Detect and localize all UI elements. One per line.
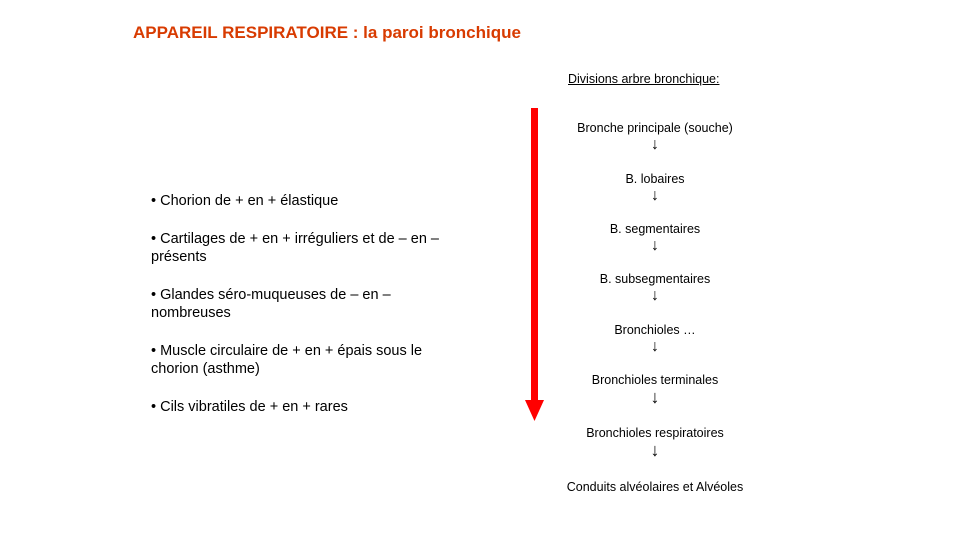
down-arrow-icon: ↓ [651, 338, 659, 355]
bullet-item: • Glandes séro-muqueuses de – en – nombreuses [151, 287, 391, 321]
division-item: Bronchioles terminales [591, 373, 719, 387]
down-arrow-icon: ↓ [651, 237, 659, 254]
bullet-item: • Cartilages de + en + irréguliers et de – en – présents [151, 231, 439, 265]
bullet-list [151, 192, 466, 436]
down-arrow-icon: ↓ [650, 440, 660, 460]
bullet-item: • Muscle circulaire de + en + épais sous le chorion (asthme) [151, 343, 423, 377]
division-item: Bronchioles … [614, 323, 696, 337]
red-down-arrow-icon [525, 108, 545, 421]
division-item: Conduits alvéolaires et Alvéoles [566, 480, 744, 494]
slide-title [133, 23, 521, 43]
divisions-heading: Divisions arbre bronchique: [568, 72, 720, 86]
down-arrow-icon: ↓ [650, 387, 660, 407]
down-arrow-icon: ↓ [651, 287, 659, 304]
division-item: B. subsegmentaires [599, 272, 711, 286]
division-item: Bronchioles respiratoires [586, 426, 724, 440]
bullet-item: • Chorion de + en + élastique [151, 193, 339, 209]
division-item: Bronche principale (souche) [577, 121, 733, 135]
bullet-item: • Cils vibratiles de + en + rares [151, 399, 348, 415]
title-sub: la paroi bronchique [363, 23, 521, 42]
down-arrow-icon: ↓ [651, 187, 659, 204]
down-arrow-icon: ↓ [651, 136, 659, 153]
title-main: APPAREIL RESPIRATOIRE : [133, 23, 364, 42]
division-item: B. lobaires [625, 172, 685, 186]
division-item: B. segmentaires [609, 222, 701, 236]
